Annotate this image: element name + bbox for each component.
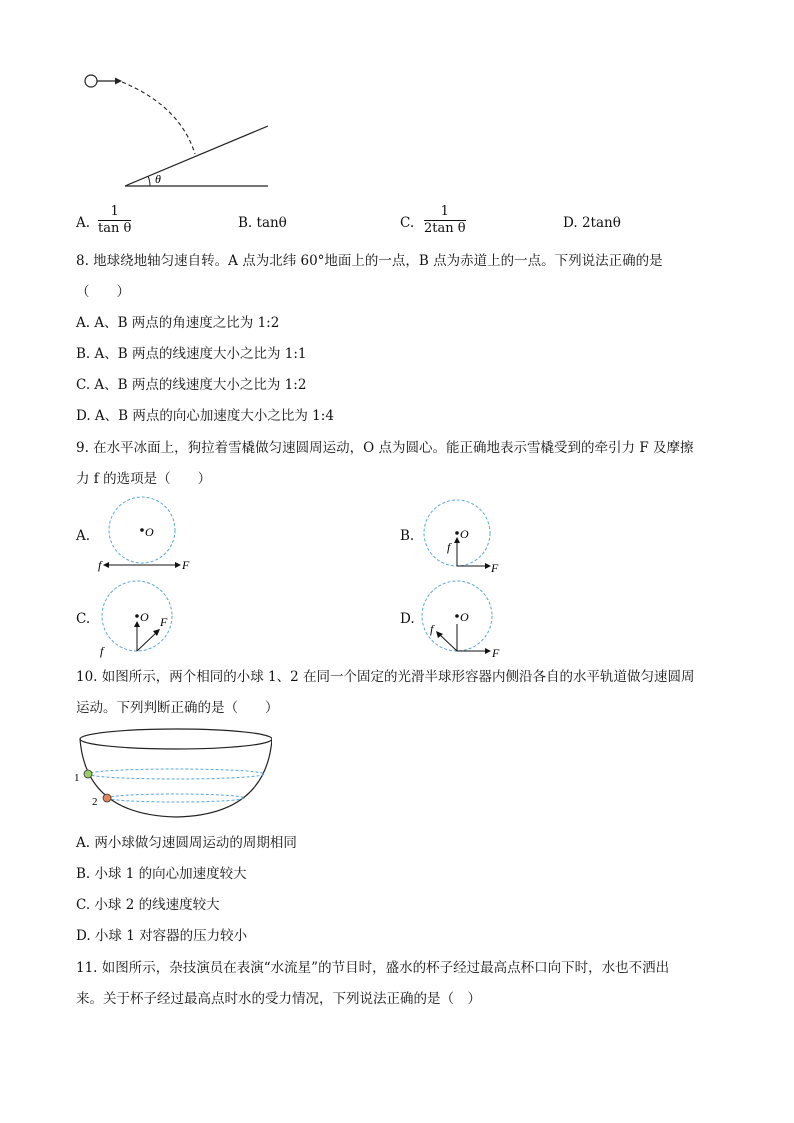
angle-arc <box>148 176 150 186</box>
q7-option-c[interactable] <box>400 215 414 231</box>
track-2 <box>108 794 244 802</box>
q9-option-b-figure[interactable] <box>412 495 522 580</box>
q9-option-d-figure[interactable] <box>412 576 522 661</box>
svg-text:O: O <box>460 610 469 624</box>
q8-option-c[interactable]: C. A、B 两点的线速度大小之比为 1:2 <box>76 377 307 393</box>
q7-option-c-fraction <box>424 204 466 237</box>
track-1 <box>88 769 264 779</box>
q9-option-a-figure[interactable] <box>90 495 200 580</box>
theta-label: θ <box>155 172 161 186</box>
q9-option-c-label[interactable]: C. <box>76 611 91 627</box>
q7-option-d[interactable] <box>563 215 621 231</box>
svg-text:f: f <box>447 540 451 554</box>
ball-1-label: 1 <box>74 772 80 784</box>
q10-stem-line2: 运动。下列判断正确的是（ ） <box>76 700 279 716</box>
q9-option-a-label[interactable]: A. <box>76 528 91 544</box>
q9-option-c-figure[interactable] <box>90 576 200 661</box>
svg-text:F: F <box>491 561 499 575</box>
q8-option-d[interactable]: D. A、B 两点的向心加速度大小之比为 1:4 <box>76 408 334 424</box>
denominator: tan θ <box>98 221 132 236</box>
q10-option-d[interactable]: D. 小球 1 对容器的压力较小 <box>76 928 248 944</box>
ball-2-label: 2 <box>92 796 98 808</box>
ball-1 <box>84 770 92 778</box>
q8-option-b[interactable]: B. A、B 两点的线速度大小之比为 1:1 <box>76 346 307 362</box>
q9-option-d-label[interactable]: D. <box>400 611 415 627</box>
q7-option-a-fraction <box>98 204 131 237</box>
bowl-rim <box>80 729 272 749</box>
option-label: B. <box>238 215 253 231</box>
svg-text:O: O <box>460 527 469 541</box>
ball <box>85 75 97 87</box>
q10-bowl-figure <box>72 725 272 820</box>
q9-stem-line1: 9. 在水平冰面上，狗拉着雪橇做匀速圆周运动，O 点为圆心。能正确地表示雪橇受到的牵引力 F 及摩擦 <box>76 440 694 456</box>
numerator: 1 <box>98 204 131 221</box>
q11-stem-line2: 来。关于杯子经过最高点时水的受力情况，下列说法正确的是（ ） <box>76 991 481 1007</box>
q8-stem-line1: 8. 地球绕地轴匀速自转。A 点为北纬 60°地面上的一点，B 点为赤道上的一点。下列说法正确的是 <box>76 253 663 269</box>
denominator: 2tan θ <box>424 221 466 236</box>
option-text: 2tanθ <box>581 215 621 231</box>
q7-option-b[interactable] <box>238 215 287 231</box>
q7-option-a[interactable] <box>76 215 90 231</box>
q10-option-b[interactable]: B. 小球 1 的向心加速度较大 <box>76 866 247 882</box>
option-label: A. <box>76 215 91 231</box>
option-text: tanθ <box>256 215 287 231</box>
q7-figure <box>80 66 280 196</box>
svg-text:F: F <box>182 558 190 572</box>
q10-stem-line1: 10. 如图所示，两个相同的小球 1、2 在同一个固定的光滑半球形容器内侧沿各自的水平轨道做匀速圆周 <box>76 669 695 685</box>
incline <box>125 126 268 186</box>
svg-text:O: O <box>145 525 154 539</box>
svg-text:F: F <box>160 615 168 629</box>
q10-option-c[interactable]: C. 小球 2 的线速度较大 <box>76 897 220 913</box>
numerator: 1 <box>424 204 466 221</box>
q9-stem-line2: 力 f 的选项是（ ） <box>76 471 212 487</box>
svg-text:F: F <box>492 646 500 660</box>
q10-option-a[interactable]: A. 两小球做匀速圆周运动的周期相同 <box>76 835 297 851</box>
option-label: D. <box>563 215 578 231</box>
svg-text:f: f <box>430 622 434 636</box>
q11-stem-line1: 11. 如图所示，杂技演员在表演“水流星”的节目时，盛水的杯子经过最高点杯口向下时，水也不洒出 <box>76 960 670 976</box>
bowl-body <box>80 739 272 817</box>
trajectory-dashed <box>122 82 195 154</box>
q9-option-b-label[interactable]: B. <box>400 528 415 544</box>
q8-option-a[interactable]: A. A、B 两点的角速度之比为 1:2 <box>76 315 280 331</box>
ball-2 <box>103 794 111 802</box>
svg-text:f: f <box>98 558 102 572</box>
option-label: C. <box>400 215 415 231</box>
svg-text:O: O <box>140 610 149 624</box>
q8-stem-line2: （ ） <box>76 284 130 300</box>
svg-text:f: f <box>100 644 104 658</box>
